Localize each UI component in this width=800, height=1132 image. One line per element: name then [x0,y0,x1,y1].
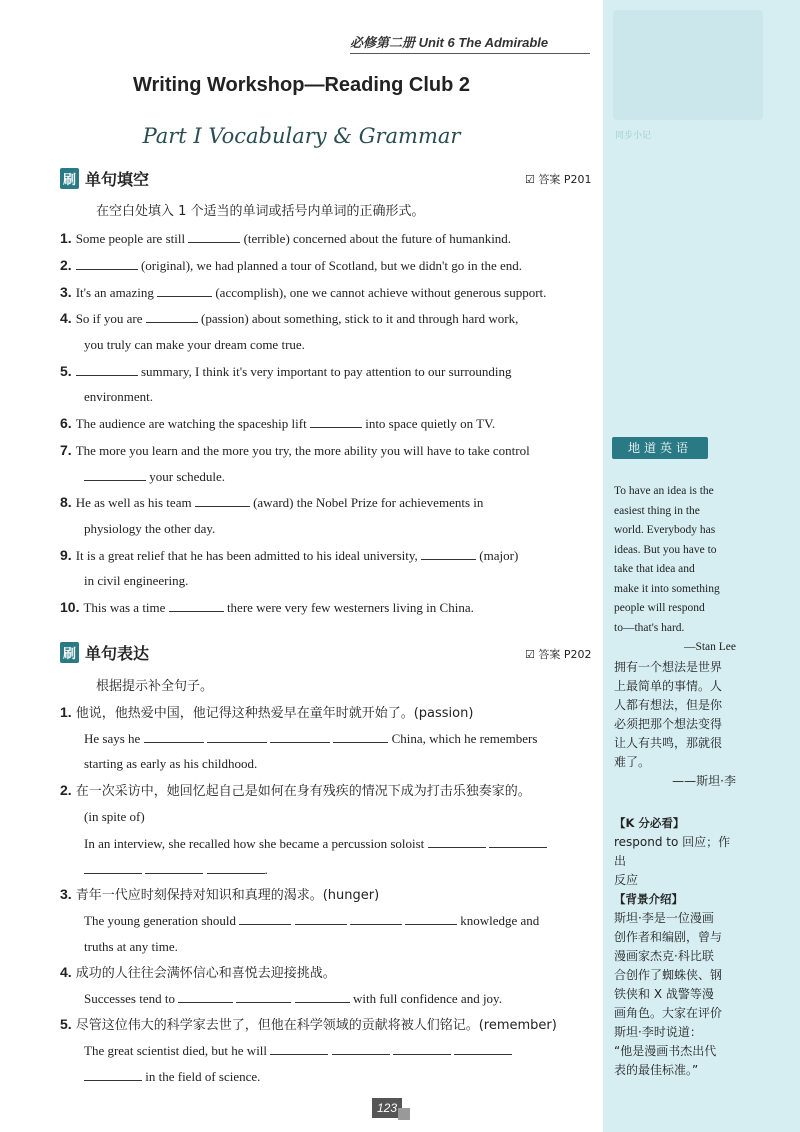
s2-item-1: 1. 他说，他热爱中国，他记得这种热爱早在童年时就开始了。(passion) [60,704,474,721]
s1-item-5: 5. summary, I think it's very important to pay attention to our surrounding [60,363,512,379]
s2-item-1-cont: starting as early as his childhood. [84,756,258,771]
s1-item-4: 4. So if you are (passion) about something, stick to it and through hard work, [60,310,519,326]
s1-item-7-cont: your schedule. [84,468,594,485]
section1-instruction: 在空白处填入 1 个适当的单词或括号内单词的正确形式。 [96,204,425,219]
s2-item-2-blanks: . [84,861,594,878]
sidebar-quote-en: To have an idea is the easiest thing in the world. Everybody has ideas. But you have to take that idea and make it into something people will respond to—that's hard. —Stan Lee [614,485,736,653]
s2-item-1-en: He says he China, which he remembers [84,731,538,746]
page-header: 必修第二册 Unit 6 The Admirable [350,32,590,54]
section2-heading [60,641,149,664]
s2-item-2-en: In an interview, she recalled how she became a percussion soloist [84,835,594,852]
section1-answer: ☑ 答案 P201 [525,173,592,186]
s1-item-6: 6. The audience are watching the spaceship lift into space quietly on TV. [60,415,496,431]
s2-item-5: 5. 尽管这位伟大的科学家去世了，但他在科学领域的贡献将被人们铭记。(remember) [60,1016,557,1033]
s2-item-4: 4. 成功的人往往会满怀信心和喜悦去迎接挑战。 [60,964,336,981]
s1-item-1: 1. Some people are still (terrible) concerned about the future of humankind. [60,230,512,246]
s2-item-3: 3. 青年一代应时刻保持对知识和真理的渴求。(hunger) [60,886,380,903]
s2-item-3-en: The young generation should knowledge and [84,913,540,928]
sidebar-picture [613,10,763,120]
sidebar-vocab: 【K 分必看】 respond to 回应；作出 反应 [614,816,731,887]
page-number: 123 [372,1098,402,1118]
s1-item-8-cont: physiology the other day. [84,521,216,536]
sidebar-background: 【背景介绍】 斯坦·李是一位漫画 创作者和编剧，曾与 漫画家杰克·科比联 合创作了蜘蛛侠、钢 铁侠和 X 战警等漫 画角色。大家在评价 斯坦·李时说道： “他是漫画书杰出代 表的最佳标准。” [614,892,723,1077]
s1-item-9: 9. It is a great relief that he has been admitted to his ideal university, (major) [60,547,519,563]
sidebar-quote-zh: 拥有一个想法是世界 上最简单的事情。人 人都有想法，但是你 必须把那个想法变得 让人有共鸣，那就很 难了。 ——斯坦·李 [614,660,736,788]
s1-item-3: 3. It's an amazing (accomplish), one we cannot achieve without generous support. [60,284,547,300]
section1-title: 单句填空 [85,170,150,189]
sidebar-badge: 地道英语 [612,437,708,459]
page-title: Writing Workshop—Reading Club 2 [132,74,471,96]
s1-item-2: 2. (original), we had planned a tour of Scotland, but we didn't go in the end. [60,257,522,273]
s2-item-5-cont: in the field of science. [84,1068,594,1085]
s1-item-10: 10. This was a time there were very few westerners living in China. [60,599,474,615]
page-number-decor [398,1108,410,1120]
s1-item-7: 7. The more you learn and the more you try, the more ability you will have to take control [60,442,530,458]
section2-title: 单句表达 [85,644,150,663]
section2-icon: 刷 [60,642,79,663]
s2-item-3-cont: truths at any time. [84,939,178,954]
s1-item-9-cont: in civil engineering. [84,573,189,588]
s2-item-4-en: Successes tend to with full confidence and joy. [84,991,502,1006]
section1-icon: 刷 [60,168,79,189]
s1-item-5-cont: environment. [84,389,153,404]
s1-item-4-cont: you truly can make your dream come true. [84,337,305,352]
s2-item-5-en: The great scientist died, but he will [84,1042,594,1059]
s2-item-2: 2. 在一次采访中，她回忆起自己是如何在身有残疾的情况下成为打击乐独奏家的。 [60,782,531,799]
part-heading: Part I Vocabulary & Grammar [142,124,461,148]
sidebar-picture-label: 同步小记 [615,131,652,141]
s1-item-8: 8. He as well as his team (award) the Nobel Prize for achievements in [60,494,484,510]
section1-heading [60,167,149,190]
s2-item-2-hint: (in spite of) [84,809,145,824]
section2-instruction: 根据提示补全句子。 [96,679,214,694]
section2-answer: ☑ 答案 P202 [525,648,592,661]
